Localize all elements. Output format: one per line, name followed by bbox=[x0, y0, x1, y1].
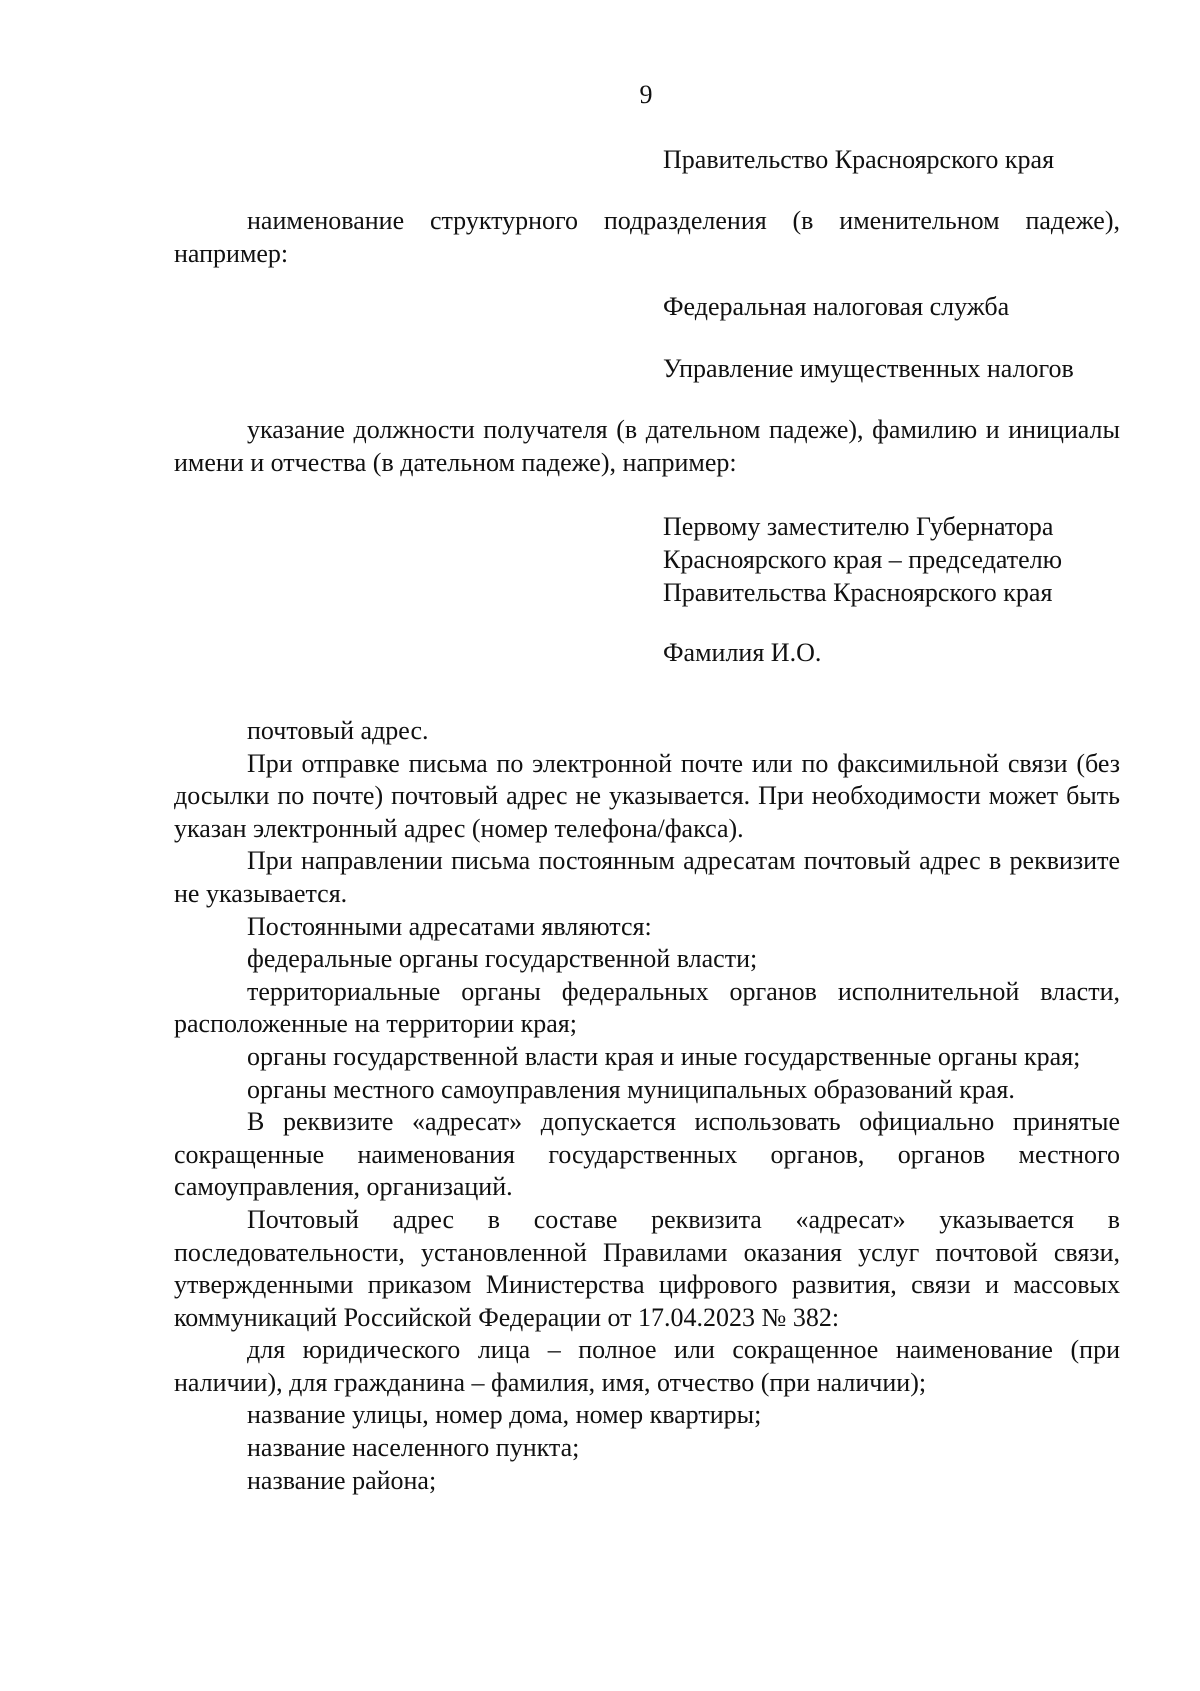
addressee-department-line: Управление имущественных налогов bbox=[663, 354, 1074, 383]
paragraph: название улицы, номер дома, номер квартиры; bbox=[247, 1400, 762, 1430]
main-text bbox=[174, 715, 1120, 1497]
structural-unit-paragraph bbox=[174, 205, 1120, 270]
paragraph: органы государственной власти края и иные государственные органы края; bbox=[247, 1041, 1081, 1071]
paragraph: указание должности получателя (в дательном падеже), фамилию и инициалы имени и отчества (в дательном падеже), например: bbox=[174, 415, 1120, 477]
position-paragraph bbox=[174, 414, 1120, 479]
addressee-example-person bbox=[663, 510, 1062, 609]
addressee-example-department bbox=[663, 352, 1074, 385]
addressee-example-name bbox=[663, 636, 821, 669]
paragraph: наименование структурного подразделения (в именительном падеже), например: bbox=[174, 206, 1120, 268]
addressee-example-org bbox=[663, 143, 1054, 176]
addressee-person-line: Первому заместителю Губернатора bbox=[663, 512, 1054, 541]
paragraph: Почтовый адрес в составе реквизита «адресат» указывается в последовательности, установленной Правилами оказания услуг почтовой связи, утвержденными приказом Министерства цифрового развития, связи и массовых коммуникаций Российской Федерации от 17.04.2023 № 382: bbox=[174, 1204, 1120, 1332]
paragraph: Постоянными адресатами являются: bbox=[247, 911, 652, 941]
addressee-name-line: Фамилия И.О. bbox=[663, 638, 822, 667]
page-number: 9 bbox=[639, 80, 653, 109]
addressee-person-line: Красноярского края – председателю bbox=[663, 545, 1063, 574]
addressee-org-line: Правительство Красноярского края bbox=[663, 145, 1055, 174]
paragraph: органы местного самоуправления муниципальных образований края. bbox=[247, 1074, 1015, 1104]
paragraph: для юридического лица – полное или сокращенное наименование (при наличии), для гражданина – фамилия, имя, отчество (при наличии); bbox=[174, 1335, 1120, 1397]
paragraph: При отправке письма по электронной почте или по факсимильной связи (без досылки по почте) почтовый адрес не указывается. При необходимости может быть указан электронный адрес (номер телефона/факса). bbox=[174, 748, 1120, 843]
paragraph: При направлении письма постоянным адресатам почтовый адрес в реквизите не указывается. bbox=[174, 846, 1120, 908]
paragraph: название населенного пункта; bbox=[247, 1433, 580, 1463]
paragraph: почтовый адрес. bbox=[247, 716, 429, 745]
addressee-service-line: Федеральная налоговая служба bbox=[663, 292, 1010, 321]
addressee-example-service bbox=[663, 290, 1009, 323]
paragraph: название района; bbox=[247, 1465, 437, 1495]
paragraph: территориальные органы федеральных органов исполнительной власти, расположенные на территории края; bbox=[174, 976, 1120, 1039]
paragraph: В реквизите «адресат» допускается использовать официально принятые сокращенные наименования государственных органов, органов местного самоуправления, организаций. bbox=[174, 1107, 1120, 1202]
addressee-person-line: Правительства Красноярского края bbox=[663, 578, 1053, 607]
paragraph: федеральные органы государственной власти; bbox=[247, 944, 758, 974]
